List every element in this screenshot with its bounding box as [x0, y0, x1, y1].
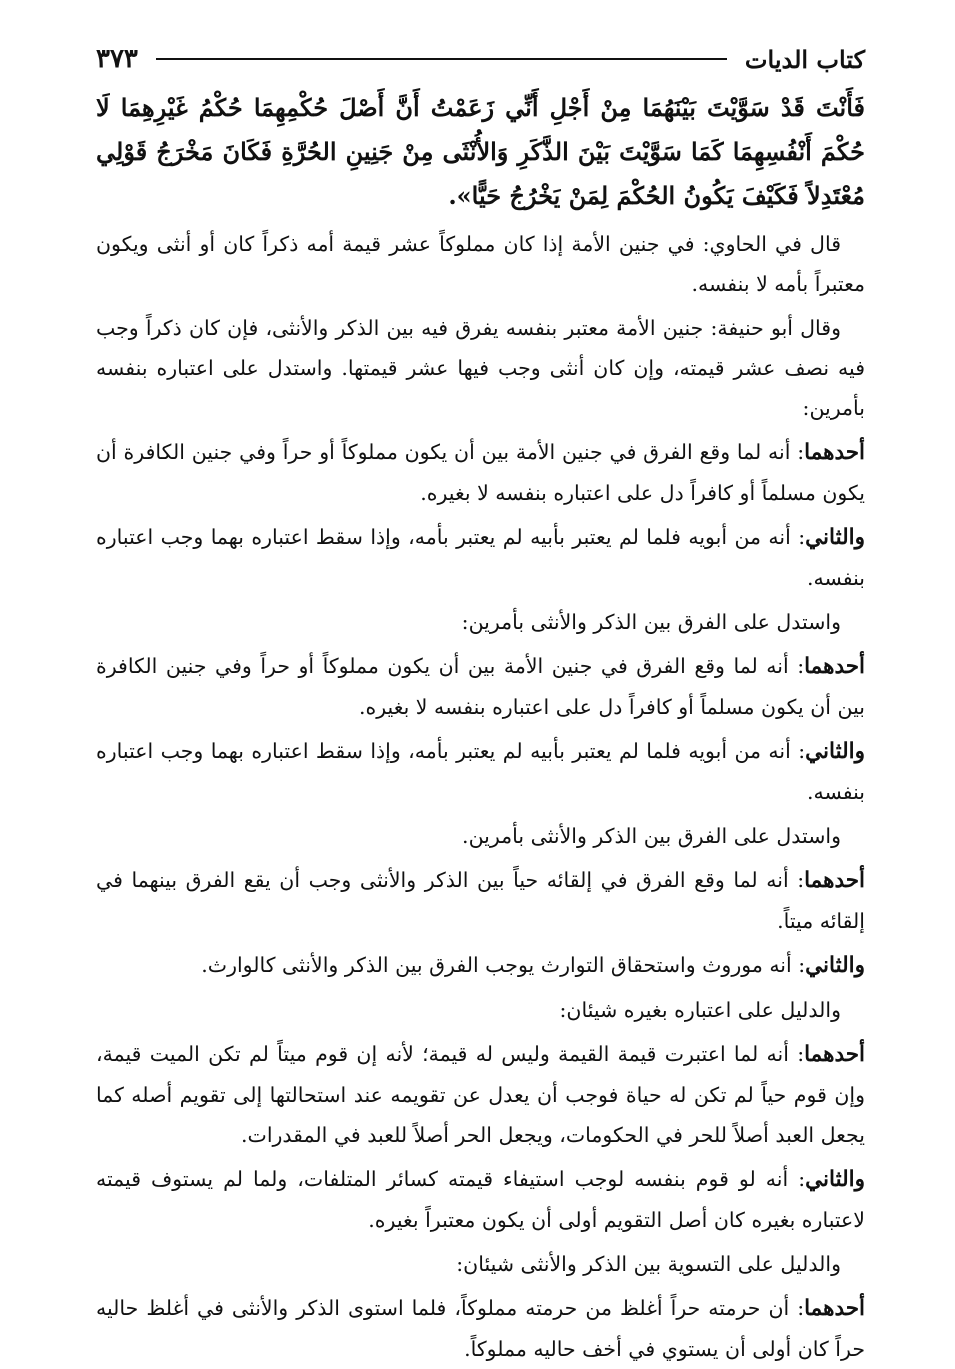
paragraph — [96, 602, 865, 642]
paragraph — [96, 224, 865, 304]
paragraph-text: : أنه لو قوم بنفسه لوجب استيفاء قيمته كسائر المتلفات، ولما لم يستوف قيمته لاعتباره بغيره كان أصل التقويم أولى أن يكون معتبراً بغيره. — [96, 1167, 865, 1232]
page-number: ٣٧٣ — [96, 44, 138, 74]
paragraph — [96, 308, 865, 428]
running-header — [96, 36, 865, 82]
paragraph-text: : أنه من أبويه فلما لم يعتبر بأبيه لم يعتبر بأمه، وإذا سقط اعتباره بهما وجب اعتباره بنفسه. — [96, 525, 865, 590]
paragraph — [96, 1034, 865, 1155]
paragraph — [96, 432, 865, 513]
paragraph-text: والدليل على التسوية بين الذكر والأنثى شيئان: — [456, 1252, 841, 1276]
paragraph-lead: أحدهما — [804, 440, 866, 465]
paragraph-lead: أحدهما — [804, 1042, 865, 1067]
paragraph-lead: أحدهما — [804, 1296, 865, 1321]
paragraph-list — [96, 224, 865, 1369]
paragraph — [96, 1244, 865, 1284]
paragraph-lead: والثاني — [805, 739, 865, 764]
paragraph-text: : أنه لما وقع الفرق في جنين الأمة بين أن يكون مملوكاً أو حراً وفي جنين الكافرة بين أن يكون مسلماً أو كافراً دل على اعتباره بنفسه لا بغيره. — [96, 654, 865, 719]
paragraph — [96, 646, 865, 727]
header-rule — [156, 58, 727, 60]
book-title: كتاب الديات — [744, 44, 865, 74]
paragraph — [96, 1159, 865, 1240]
paragraph-lead: والثاني — [805, 525, 865, 550]
paragraph — [96, 860, 865, 941]
quoted-text: فَأَنْتَ قَدْ سَوَّيْتَ بَيْنَهُمَا مِنْ أَجْلِ أَنِّي زَعَمْتُ أَنَّ أَصْلَ حُكْمِهِمَا حُكْمُ غَيْرِهِمَا لَا حُكْمَ أَنْفُسِهِمَا كَمَا سَوَّيْتَ بَيْنَ الذَّكَرِ وَالأُنْثَى مِنْ جَنِينِ الحُرَّةِ فَكَانَ مَخْرَجُ قَوْلِي مُعْتَدِلاً فَكَيْفَ يَكُونُ الحُكْمَ لِمَنْ يَخْرُجُ حَيًّا». — [96, 93, 865, 210]
paragraph-text: : أنه لما وقع الفرق في إلقائه حياً بين الذكر والأنثى وجب أن يقع الفرق بينهما في إلقائه ميتاً. — [96, 868, 865, 933]
paragraph-text: واستدل على الفرق بين الذكر والأنثى بأمرين. — [462, 824, 841, 848]
paragraph-text: : أنه لما اعتبرت قيمة القيمة وليس له قيمة؛ لأنه إن قوم ميتاً لم تكن الميت قيمة، وإن قوم حياً لم تكن له حياة فوجب أن يعدل عن تقويمه عند استحالتها إلى تقويم أصله كما يجعل العبد أصلاً للحر في الحكومات، ويجعل الحر أصلاً للعبد في المقدرات. — [96, 1042, 865, 1147]
paragraph-text: واستدل على الفرق بين الذكر والأنثى بأمرين: — [461, 610, 841, 634]
paragraph-text: وقال أبو حنيفة: جنين الأمة معتبر بنفسه يفرق فيه بين الذكر والأنثى، فإن كان ذكراً وجب فيه نصف عشر قيمته، وإن كان أنثى وجب فيها عشر قيمتها. واستدل على اعتباره بنفسه بأمرين: — [96, 316, 865, 420]
paragraph-lead: أحدهما — [804, 654, 865, 679]
paragraph — [96, 731, 865, 812]
paragraph-lead: أحدهما — [804, 868, 865, 893]
paragraph-text: : أن حرمته حراً أغلظ من حرمته مملوكاً، فلما استوى الذكر والأنثى في أغلظ حاليه حراً كان أولى أن يستوي في أخف حاليه مملوكاً. — [96, 1296, 865, 1361]
paragraph-text: والدليل على اعتباره بغيره شيئان: — [559, 998, 841, 1022]
paragraph — [96, 1288, 865, 1369]
paragraph-text: قال في الحاوي: في جنين الأمة إذا كان مملوكاً عشر قيمة أمه ذكراً كان أو أنثى ويكون معتبراً بأمه لا بنفسه. — [96, 232, 865, 296]
paragraph — [96, 990, 865, 1030]
paragraph-text: : أنه لما وقع الفرق في جنين الأمة بين أن يكون مملوكاً أو حراً وفي جنين الكافرة أن يكون مسلماً أو كافراً دل على اعتباره بنفسه لا بغيره. — [96, 440, 865, 505]
paragraph — [96, 945, 865, 986]
paragraph-lead: والثاني — [805, 953, 865, 978]
page-content — [96, 86, 865, 1369]
paragraph — [96, 816, 865, 856]
paragraph-text: : أنه موروث واستحقاق التوارث يوجب الفرق بين الذكر والأنثى كالوارث. — [201, 953, 806, 977]
paragraph-lead: والثاني — [805, 1167, 865, 1192]
paragraph — [96, 517, 865, 598]
paragraph-text: : أنه من أبويه فلما لم يعتبر بأبيه لم يعتبر بأمه، وإذا سقط اعتباره بهما وجب اعتباره بنفسه. — [96, 739, 865, 804]
